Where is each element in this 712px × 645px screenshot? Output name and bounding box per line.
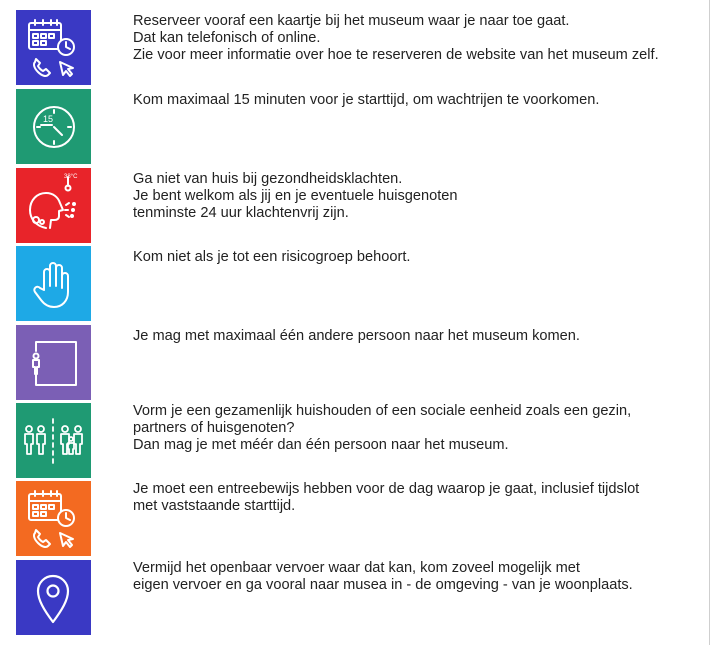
person-room-icon xyxy=(16,325,91,400)
rule-text-line: Kom niet als je tot een risicogroep behoort. xyxy=(133,249,411,265)
rule-tile xyxy=(16,168,91,243)
calendar-click-icon xyxy=(16,481,91,556)
rule-text-line: Vermijd het openbaar vervoer waar dat kan, kom zoveel mogelijk met xyxy=(133,560,580,576)
rule-row-health xyxy=(16,168,706,244)
rule-row-household xyxy=(16,403,706,479)
clock-label: 15 xyxy=(43,114,54,124)
rule-text-line: Je bent welkom als jij en je eventuele huisgenoten xyxy=(133,187,458,204)
rule-row-arrival xyxy=(16,89,706,165)
rule-text-line: Ga niet van huis bij gezondheidsklachten. xyxy=(133,171,403,187)
calendar-click-icon xyxy=(16,10,91,85)
fever-cough-icon xyxy=(16,168,91,243)
household-group-icon xyxy=(16,403,91,478)
rule-text-line: Je moet een entreebewijs hebben voor de dag waarop je gaat, inclusief tijdslot xyxy=(133,481,640,497)
page-right-border xyxy=(709,0,710,645)
rule-row-ticket xyxy=(16,481,706,557)
rule-text-line: Vorm je een gezamenlijk huishouden of een sociale eenheid zoals een gezin, xyxy=(133,403,632,419)
rule-text-line: partners of huisgenoten? xyxy=(133,419,295,436)
rule-tile xyxy=(16,246,91,321)
rule-row-companion xyxy=(16,325,706,401)
rule-row-risk xyxy=(16,246,706,322)
rule-tile xyxy=(16,10,91,85)
rule-tile xyxy=(16,403,91,478)
rule-text-line: Dat kan telefonisch of online. xyxy=(133,29,321,46)
rule-tile xyxy=(16,481,91,556)
hand-stop-icon xyxy=(16,246,91,321)
rule-row-reserve xyxy=(16,10,706,86)
temperature-label: 38°C xyxy=(64,174,78,180)
rule-text-line: Reserveer vooraf een kaartje bij het museum waar je naar toe gaat. xyxy=(133,13,570,29)
rule-text-line: tenminste 24 uur klachtenvrij zijn. xyxy=(133,204,349,221)
rule-tile xyxy=(16,89,91,164)
rule-text-line: Zie voor meer informatie over hoe te reserveren de website van het museum zelf. xyxy=(133,46,659,63)
rule-text-line: eigen vervoer en ga vooral naar musea in - de omgeving - van je woonplaats. xyxy=(133,576,633,593)
location-pin-icon xyxy=(16,560,91,635)
clock-15-icon xyxy=(16,89,91,164)
rule-text-line: Kom maximaal 15 minuten voor je starttijd, om wachtrijen te voorkomen. xyxy=(133,92,600,108)
rule-tile xyxy=(16,325,91,400)
rule-text-line: met vaststaande starttijd. xyxy=(133,497,296,514)
rule-text-line: Je mag met maximaal één andere persoon naar het museum komen. xyxy=(133,328,580,344)
rule-tile xyxy=(16,560,91,635)
rule-row-transport xyxy=(16,560,706,636)
rule-text-line: Dan mag je met méér dan één persoon naar het museum. xyxy=(133,436,509,453)
